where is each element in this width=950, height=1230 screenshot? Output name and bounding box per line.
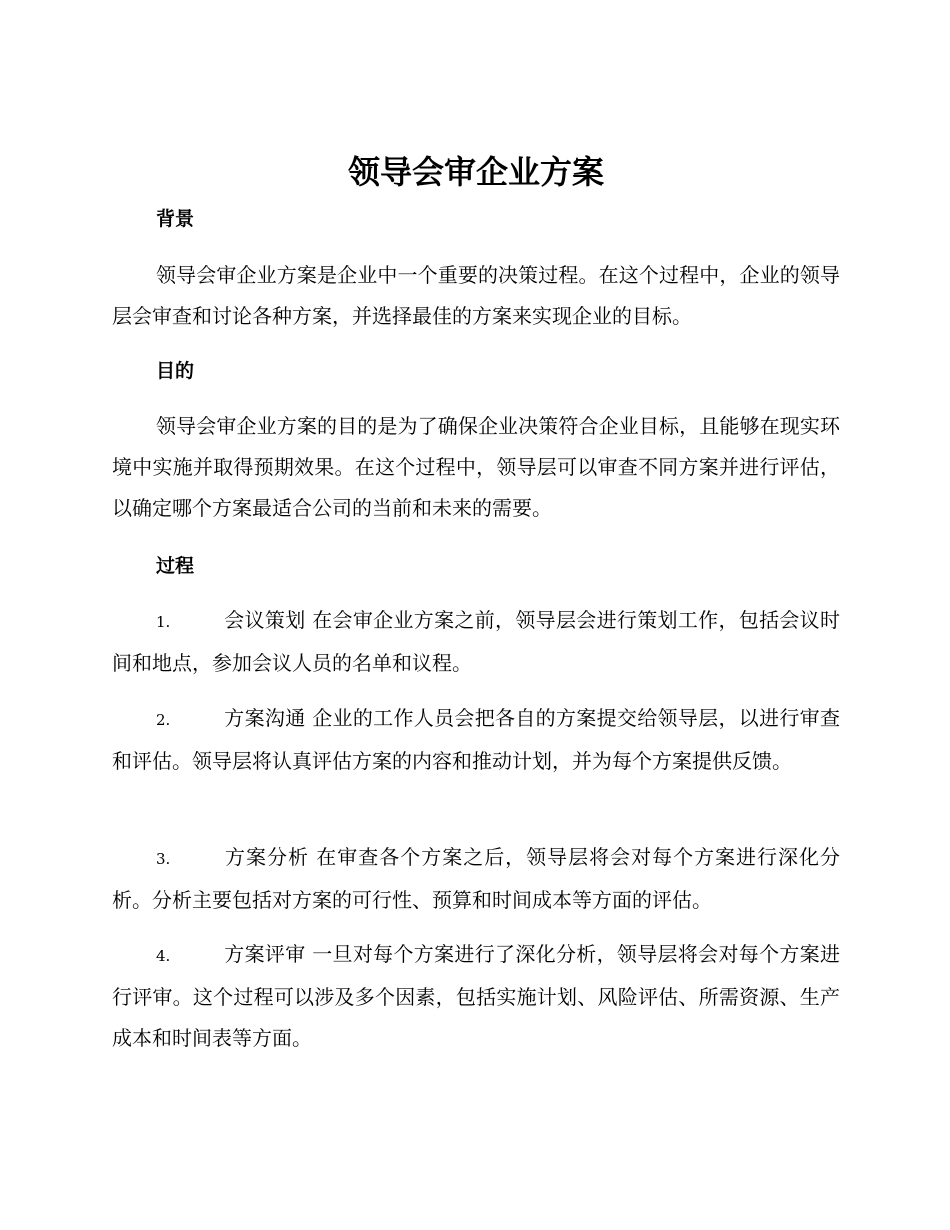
section-paragraph-background: 领导会审企业方案是企业中一个重要的决策过程。在这个过程中，企业的领导层会审查和讨论各种方案，并选择最佳的方案来实现企业的目标。 [112, 263, 840, 328]
list-item-text: 方案分析 在审查各个方案之后，领导层将会对每个方案进行深化分析。分析主要包括对方案的可行性、预算和时间成本等方面的评估。 [112, 845, 840, 912]
list-item-number: 1. [156, 613, 171, 631]
list-item-number: 2. [156, 711, 171, 729]
list-item-number: 4. [156, 947, 171, 965]
section-heading-process: 过程 [156, 555, 195, 577]
list-item-text: 方案沟通 企业的工作人员会把各自的方案提交给领导层，以进行审查和评估。领导层将认真评估方案的内容和推动计划，并为每个方案提供反馈。 [112, 706, 840, 773]
list-item [112, 934, 840, 1059]
document-title: 领导会审企业方案 [347, 153, 604, 191]
list-item-number: 3. [156, 850, 171, 868]
section-heading-background: 背景 [156, 208, 195, 230]
list-item-text: 会议策划 在会审企业方案之前，领导层会进行策划工作，包括会议时间和地点，参加会议人员的名单和议程。 [112, 608, 840, 675]
list-item [112, 698, 840, 782]
section-paragraph-purpose: 领导会审企业方案的目的是为了确保企业决策符合企业目标，且能够在现实环境中实施并取得预期效果。在这个过程中，领导层可以审查不同方案并进行评估，以确定哪个方案最适合公司的当前和未来的需要。 [112, 414, 840, 520]
list-item [112, 600, 840, 684]
section-heading-purpose: 目的 [156, 360, 195, 382]
list-item-text: 方案评审 一旦对每个方案进行了深化分析，领导层将会对每个方案进行评审。这个过程可以涉及多个因素，包括实施计划、风险评估、所需资源、生产成本和时间表等方面。 [112, 942, 840, 1050]
list-item [112, 837, 840, 921]
